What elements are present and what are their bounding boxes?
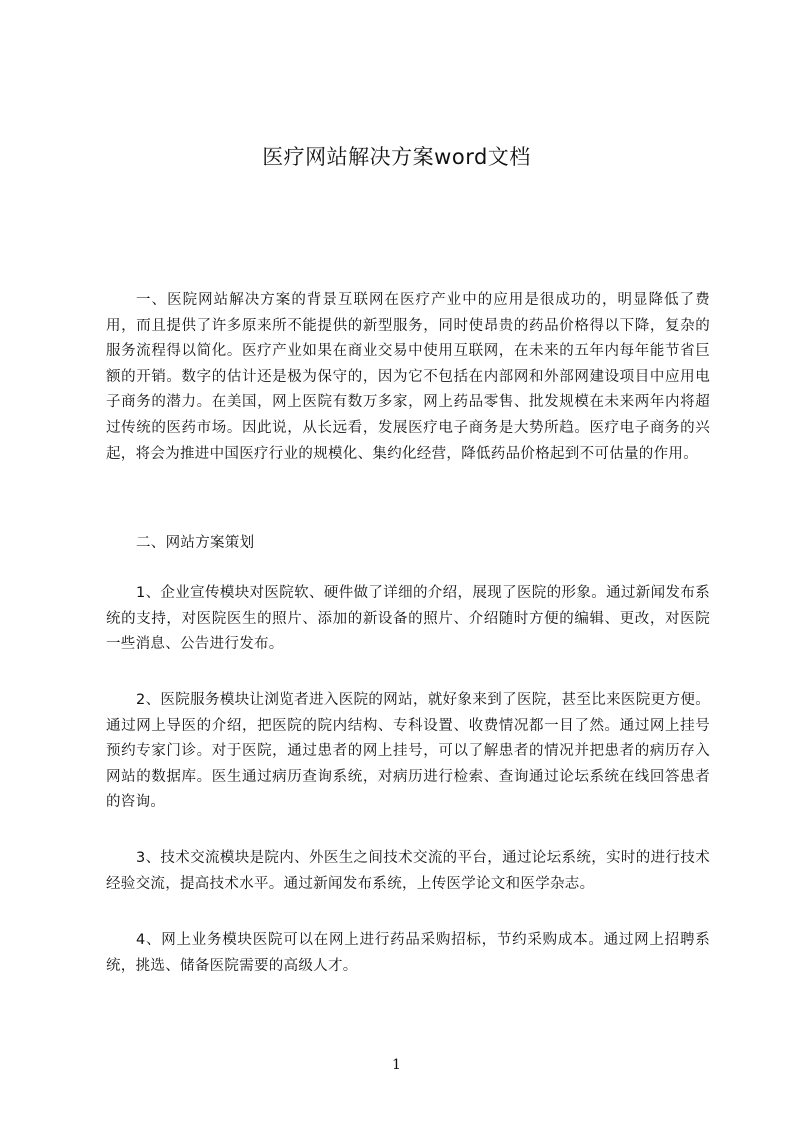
- document-title: 医疗网站解决方案word文档: [262, 145, 531, 169]
- paragraph-tech-exchange-module: 3、技术交流模块是院内、外医生之间技术交流的平台，通过论坛系统，实时的进行技术经验交流，提高技术水平。通过新闻发布系统，上传医学论文和医学杂志。: [106, 850, 710, 892]
- section-heading-planning: 二、网站方案策划: [136, 535, 255, 551]
- paragraph-background: 一、医院网站解决方案的背景互联网在医疗产业中的应用是很成功的，明显降低了费用，而且提供了许多原来所不能提供的新型服务，同时使昂贵的药品价格得以下降，复杂的服务流程得以简化。医疗产业如果在商业交易中使用互联网，在未来的五年内每年能节省巨额的开销。数字的估计还是极为保守的，因为它不包括在内部网和外部网建设项目中应用电子商务的潜力。在美国，网上医院有数万多家，网上药品零售、批发规模在未来两年内将超过传统的医药市场。因此说，从长远看，发展医疗电子商务是大势所趋。医疗电子商务的兴起，将会为推进中国医疗行业的规模化、集约化经营，降低药品价格起到不可估量的作用。: [106, 292, 710, 462]
- paragraph-service-module: 2、医院服务模块让浏览者进入医院的网站，就好象来到了医院，甚至比来医院更方便。通过网上导医的介绍，把医院的院内结构、专科设置、收费情况都一目了然。通过网上挂号预约专家门诊。对于医院，通过患者的网上挂号，可以了解患者的情况并把患者的病历存入网站的数据库。医生通过病历查询系统，对病历进行检索、查询通过论坛系统在线回答患者的咨询。: [106, 692, 710, 811]
- paragraph-online-business-module: 4、网上业务模块医院可以在网上进行药品采购招标，节约采购成本。通过网上招聘系统，挑选、储备医院需要的高级人才。: [106, 932, 710, 974]
- paragraph-promotion-module: 1、企业宣传模块对医院软、硬件做了详细的介绍，展现了医院的形象。通过新闻发布系统的支持，对医院医生的照片、添加的新设备的照片、介绍随时方便的编辑、更改，对医院一些消息、公告进行发布。: [106, 585, 710, 653]
- page-number: 1: [392, 1057, 401, 1073]
